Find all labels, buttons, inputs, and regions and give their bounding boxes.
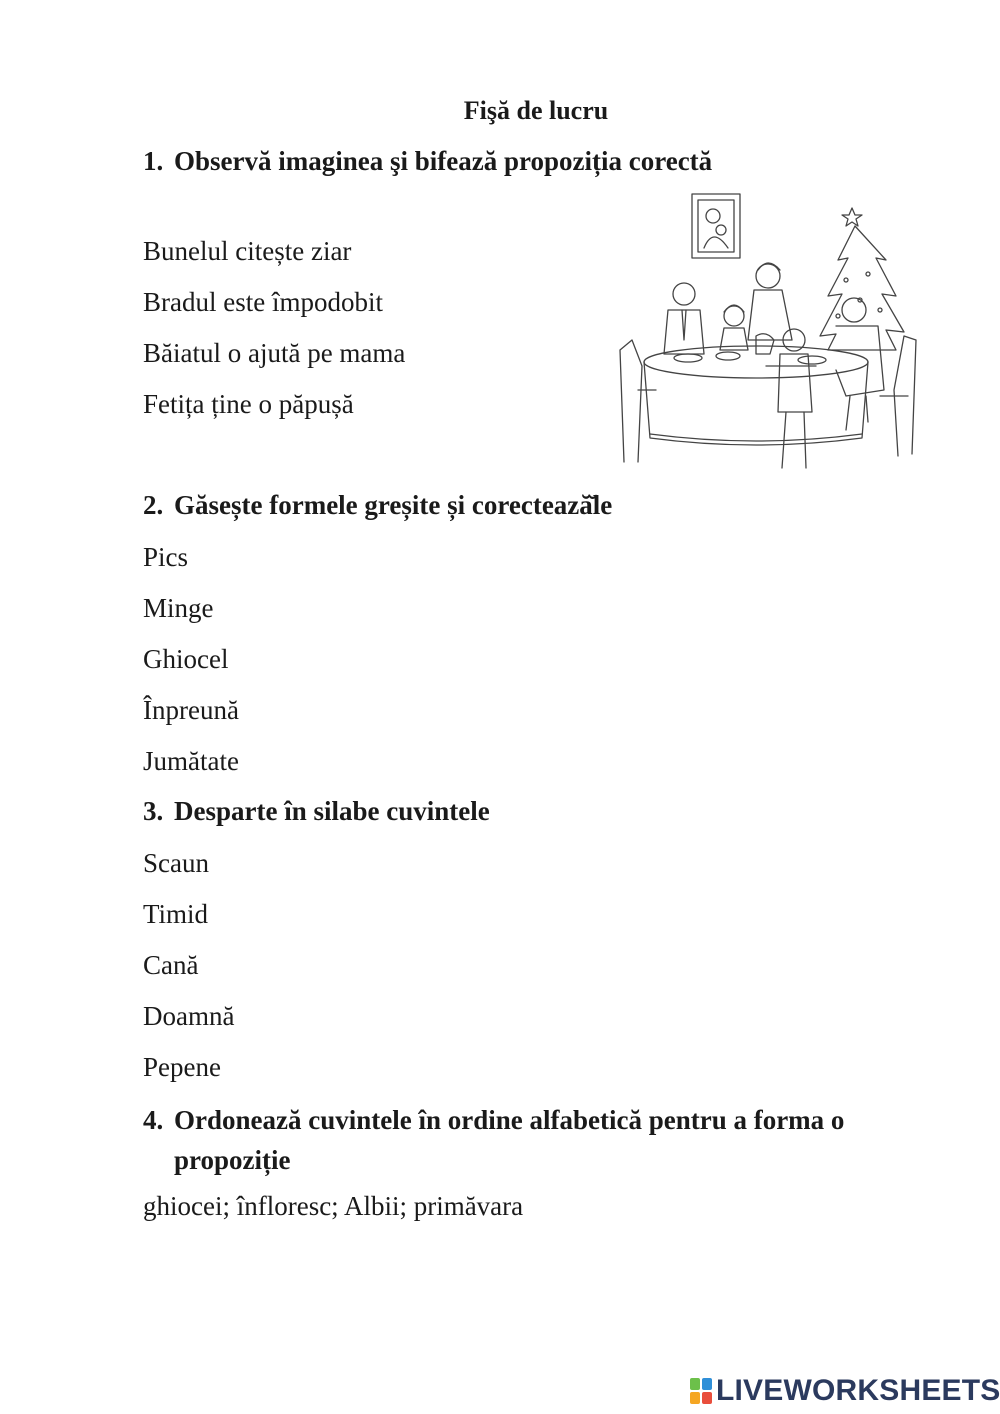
section2-heading-text: Găsește formele greșite și corectează̆le — [174, 490, 613, 520]
liveworksheets-brand-text: LIVEWORKSHEETS — [716, 1374, 1000, 1407]
christmas-tree — [820, 208, 904, 350]
section3-word[interactable]: Doamnă — [143, 1001, 235, 1031]
mother-figure — [748, 263, 792, 340]
section3-word[interactable]: Timid — [143, 899, 209, 929]
section2-word[interactable]: Pics — [143, 542, 189, 572]
wall-icon-frame — [692, 194, 740, 258]
section2-number: 2. — [143, 490, 164, 520]
liveworksheets-logo — [690, 1374, 1000, 1408]
grandfather-figure — [836, 298, 884, 430]
section2-word[interactable]: Minge — [143, 593, 214, 623]
section1-option[interactable]: Bunelul citește ziar — [143, 236, 352, 266]
chair-right — [880, 336, 916, 456]
section2-word[interactable]: Ghiocel — [143, 644, 229, 674]
section1-option[interactable]: Fetița ține o păpușă — [143, 389, 354, 419]
section4-heading-line2: propoziție — [174, 1145, 291, 1175]
section1-heading — [143, 146, 712, 177]
section2-word[interactable]: Înpreună — [143, 695, 239, 725]
girl-figure — [720, 305, 748, 350]
section3-heading-text: Desparte în silabe cuvintele — [174, 796, 490, 826]
section3-number: 3. — [143, 796, 164, 826]
boy-figure — [766, 329, 816, 468]
section4-words[interactable]: ghiocei; înfloresc; Albii; primăvara — [143, 1191, 524, 1221]
section1-heading-text: Observă imaginea şi bifează propoziția corectă — [174, 146, 713, 176]
father-figure — [664, 283, 704, 354]
section1-number: 1. — [143, 146, 164, 176]
section2-word[interactable]: Jumătate — [143, 746, 239, 776]
worksheet-title: Fişă de lucru — [463, 96, 609, 125]
section4-number: 4. — [143, 1105, 164, 1135]
section2-heading — [143, 490, 612, 521]
dining-table — [644, 334, 868, 445]
section3-heading — [143, 796, 490, 827]
family-christmas-dinner-illustration — [616, 190, 922, 480]
section4-heading — [143, 1100, 943, 1180]
section3-word[interactable]: Pepene — [143, 1052, 221, 1082]
section1-option[interactable]: Bradul este împodobit — [143, 287, 383, 317]
section3-word[interactable]: Cană — [143, 950, 199, 980]
chair-left — [620, 340, 656, 462]
section1-option[interactable]: Băiatul o ajută pe mama — [143, 338, 406, 368]
liveworksheets-logo-icon — [690, 1378, 712, 1404]
section3-word[interactable]: Scaun — [143, 848, 209, 878]
section4-heading-line1: Ordonează cuvintele în ordine alfabetică pentru a forma o — [174, 1105, 845, 1135]
